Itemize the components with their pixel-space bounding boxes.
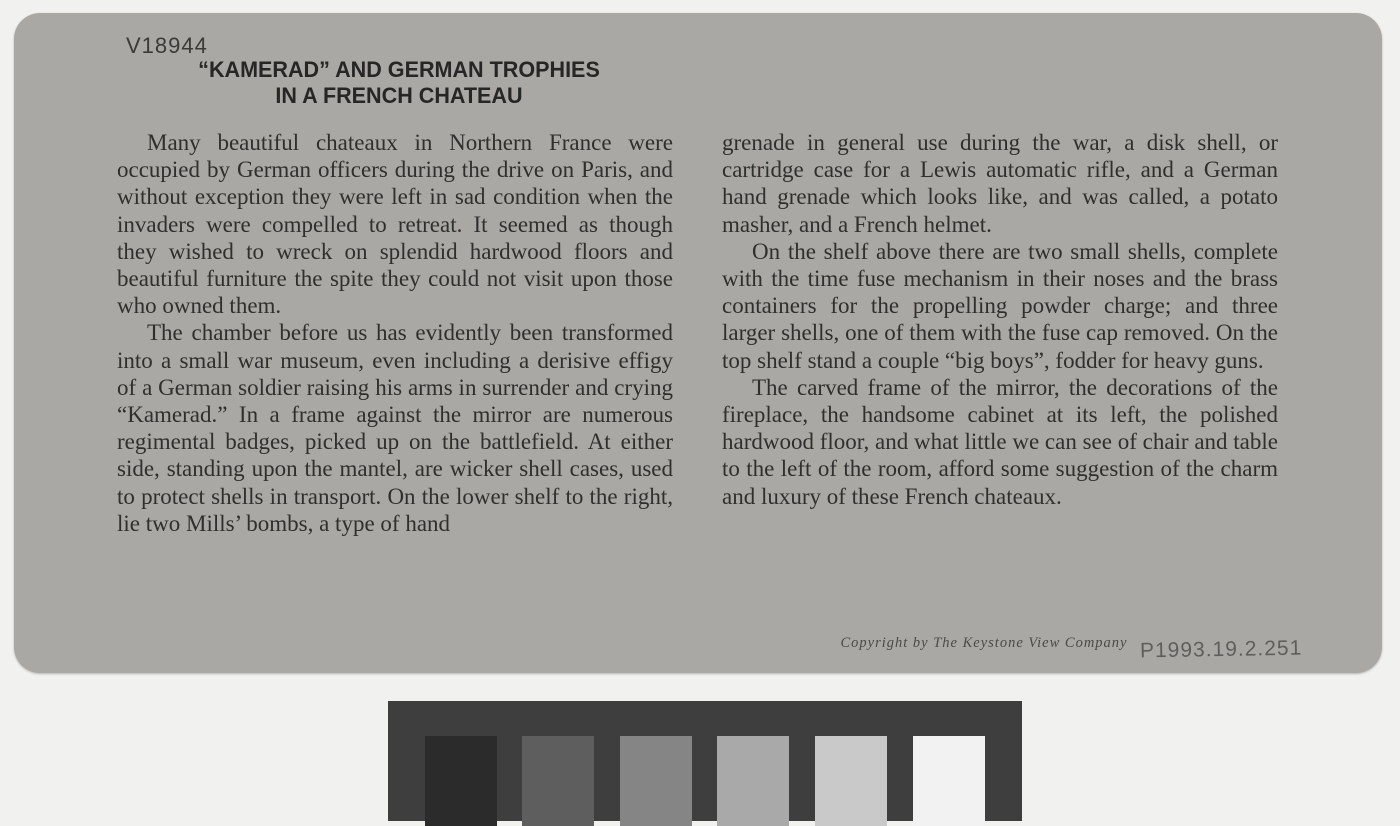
paragraph: The carved frame of the mirror, the decorations of the fireplace, the handsome cabinet at its left, the polished hardwood floor, and what little we can see of chair and table to the left of the room, afford some suggestion of the charm and luxury of these French chateaux. bbox=[722, 374, 1278, 509]
gray-patch bbox=[522, 736, 594, 826]
paragraph: Many beautiful chateaux in Northern France were occupied by German officers during the drive on Paris, and without exception they were left in sad condition when the invaders were compelled to retreat. It seemed as though they wished to wreck on splendid hardwood floors and beautiful furniture the spite they could not visit upon those who owned them. bbox=[117, 130, 673, 319]
text-column-right bbox=[722, 129, 1278, 510]
gray-patch bbox=[815, 736, 887, 826]
card-title-line-1: “KAMERAD” AND GERMAN TROPHIES bbox=[198, 57, 600, 82]
gray-patch bbox=[717, 736, 789, 826]
copyright-line: Copyright by The Keystone View Company bbox=[840, 635, 1128, 651]
paragraph: grenade in general use during the war, a disk shell, or cartridge case for a Lewis automatic rifle, and a German hand grenade which looks like, and was called, a potato masher, and a French helmet. bbox=[722, 130, 1278, 237]
paragraph: On the shelf above there are two small shells, complete with the time fuse mechanism in their noses and the brass containers for the propelling powder charge; and three larger shells, one of them with the fuse cap removed. On the top shelf stand a couple “big boys”, fodder for heavy guns. bbox=[722, 238, 1278, 373]
accession-number: P1993.19.2.251 bbox=[1139, 636, 1303, 663]
gray-patch bbox=[620, 736, 692, 826]
gray-scale-target bbox=[388, 701, 1022, 821]
gray-patch bbox=[913, 736, 985, 826]
catalog-number: V18944 bbox=[126, 33, 208, 58]
stereoview-card-back bbox=[14, 13, 1382, 673]
paragraph: The chamber before us has evidently been transformed into a small war museum, even including a derisive effigy of a German soldier raising his arms in surrender and crying “Kamerad.” In a frame against the mirror are numerous regimental badges, picked up on the battlefield. At either side, standing upon the mantel, are wicker shell cases, used to protect shells in transport. On the lower shelf to the right, lie two Mills’ bombs, a type of hand bbox=[117, 320, 673, 536]
gray-patch bbox=[425, 736, 497, 826]
text-column-left bbox=[117, 129, 673, 537]
card-title-line-2: IN A FRENCH CHATEAU bbox=[275, 83, 523, 108]
card-title bbox=[120, 57, 679, 109]
